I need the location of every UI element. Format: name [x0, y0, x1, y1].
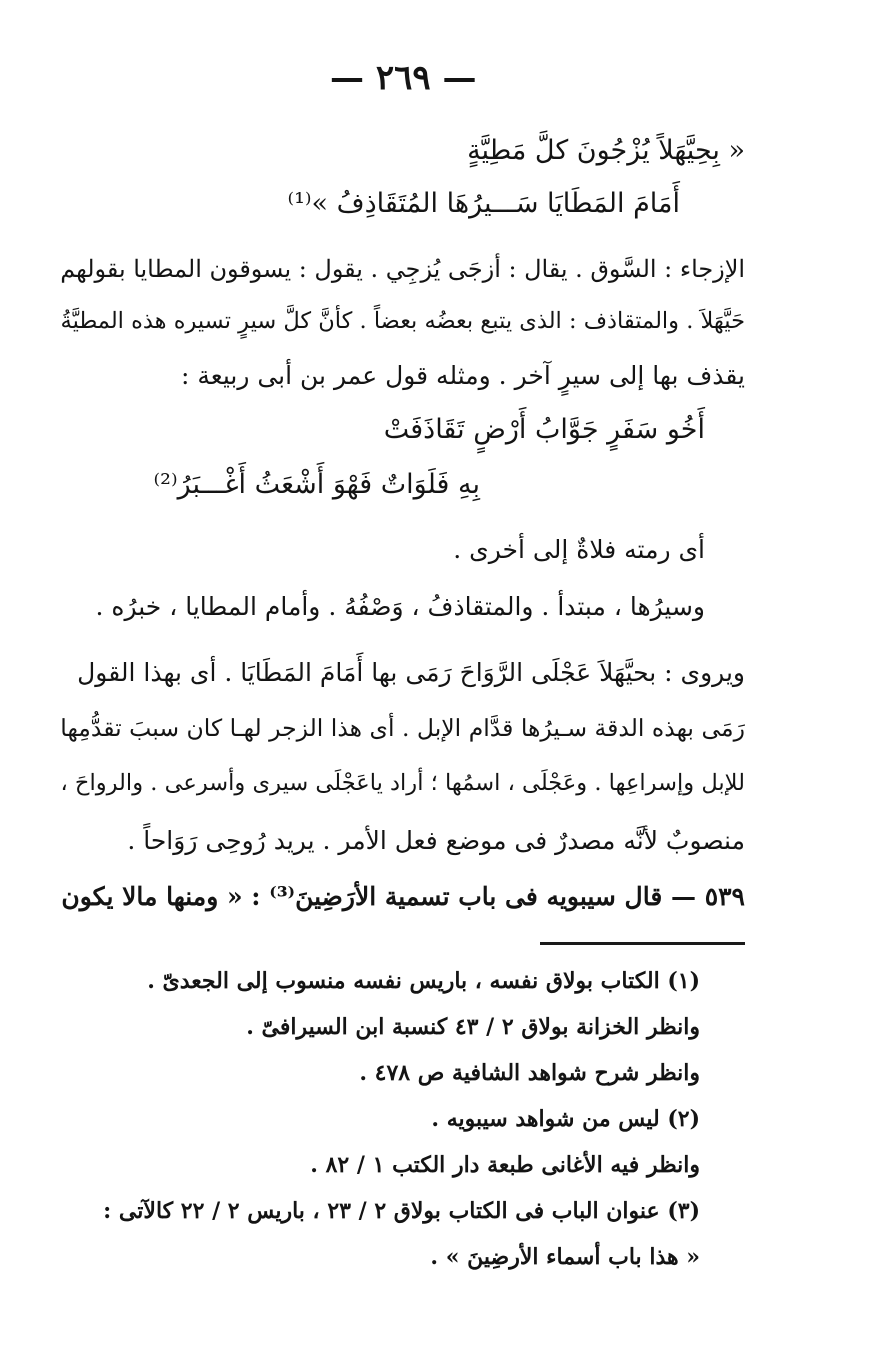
footnote-separator: [540, 942, 745, 945]
footnote-3: (٣) عنوان الباب فى الكتاب بولاق ٢ / ٢٣ ، باريس ٢ / ٢٢ كالآتى :: [103, 1198, 700, 1224]
commentary-line-9: منصوبٌ لأنَّه مصدرٌ فى موضع فعل الأمر . يريد رُوحِى رَوَاحاً .: [127, 826, 745, 855]
commentary-line-7: رَمَى بهذه الدقة سـيرُها قدَّام الإبل . أى هذا الزجر لهـا كان سببَ تقدُّمِها: [60, 714, 745, 742]
verse2-line2: بِهِ فَلَوَاتٌ فَهْوَ أَشْعَثُ أَغْـــبَرُ⁽²⁾: [153, 469, 480, 500]
commentary-line-4: أى رمته فلاةٌ إلى أخرى .: [453, 535, 705, 564]
commentary-line-5: وسيرُها ، مبتدأ . والمتقاذفُ ، وَصْفُهُ . وأمام المطايا ، خبرُه .: [95, 592, 705, 621]
footnote-1-cont-2: وانظر شرح شواهد الشافية ص ٤٧٨ .: [359, 1060, 700, 1086]
commentary-line-3: يقذف بها إلى سيرٍ آخر . ومثله قول عمر بن أبى ربيعة :: [180, 361, 745, 390]
footnote-1: (١) الكتاب بولاق نفسه ، باريس نفسه منسوب إلى الجعدىّ .: [147, 968, 700, 994]
page-number: — ٢٦٩ —: [330, 58, 477, 98]
commentary-line-10: ٥٣٩ — قال سيبويه فى باب تسمية الأرَضِينَ⁽³⁾ : « ومنها مالا يكون: [61, 882, 745, 911]
commentary-line-1: الإزجاء : السَّوق . يقال : أزجَى يُزجِي . يقول : يسوقون المطايا بقولهم: [60, 255, 745, 283]
footnote-2-cont-1: وانظر فيه الأغانى طبعة دار الكتب ١ / ٨٢ .: [310, 1152, 700, 1178]
footnote-2: (٢) ليس من شواهد سيبويه .: [431, 1106, 700, 1132]
footnote-1-cont-1: وانظر الخزانة بولاق ٢ / ٤٣ كنسبة ابن السيرافىّ .: [246, 1014, 700, 1040]
verse1-line2: أَمَامَ المَطَايَا سَـــيرُهَا المُتَقَاذِفُ »⁽¹⁾: [287, 188, 680, 219]
commentary-line-2: حَيَّهَلاَ . والمتقاذف : الذى يتبع بعضُه بعضاً . كأنَّ كلَّ سيرٍ تسيره هذه المطيَّةُ: [60, 308, 745, 334]
commentary-line-6: ويروى : بحيَّهَلاَ عَجْلَى الرَّوَاحَ رَمَى بها أَمَامَ المَطَايَا . أى بهذا القول: [77, 658, 745, 687]
verse2-line1: أَخُو سَفَرٍ جَوَّابُ أَرْضٍ تَقَاذَفَتْ: [383, 414, 705, 445]
footnote-3-cont-1: « هذا باب أسماء الأرضِينَ » .: [430, 1244, 700, 1270]
verse1-line1: « بِحِيَّهَلاً يُزْجُونَ كلَّ مَطِيَّةٍ: [467, 135, 745, 166]
commentary-line-8: للإبل وإسراعِها . وعَجْلَى ، اسمُها ؛ أراد ياعَجْلَى سيرى وأسرعى . والرواحَ ،: [60, 770, 745, 796]
